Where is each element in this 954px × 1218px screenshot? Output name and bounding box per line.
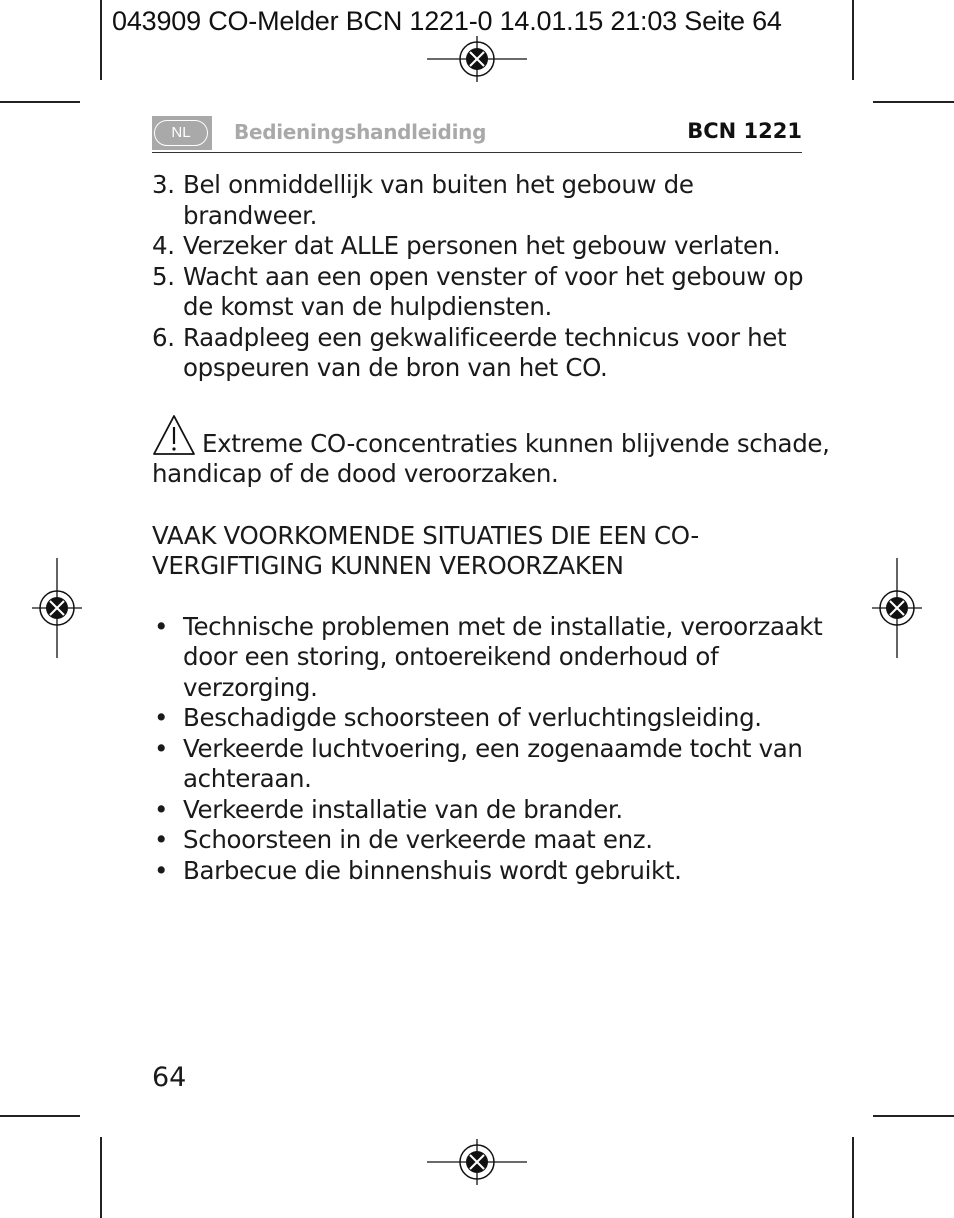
page-header xyxy=(152,114,802,153)
document-title: Bedieningshandleiding xyxy=(234,120,487,144)
bullet-glyph: • xyxy=(154,733,169,763)
crop-mark-top-right-v xyxy=(852,0,854,80)
registration-mark-bottom-icon xyxy=(427,1139,527,1185)
list-item xyxy=(152,856,832,887)
crop-mark-bottom-right-v xyxy=(852,1137,854,1218)
bullet-glyph: • xyxy=(154,855,169,885)
bullet-glyph: • xyxy=(154,611,169,641)
crop-mark-bottom-left-h xyxy=(0,1115,80,1117)
crop-mark-top-right-h xyxy=(873,101,954,103)
crop-mark-bottom-right-h xyxy=(873,1115,954,1117)
step-text: Bel onmiddellijk van buiten het gebouw de brandweer. xyxy=(183,170,694,230)
list-item-text: Schoorsteen in de verkeerde maat enz. xyxy=(183,825,653,854)
language-code: NL xyxy=(154,120,208,146)
list-item-text: Verkeerde installatie van de brander. xyxy=(183,794,623,824)
crop-mark-bottom-left-v xyxy=(100,1137,102,1218)
list-item xyxy=(152,612,832,704)
section-heading: VAAK VOORKOMENDE SITUATIES DIE EEN CO-VERGIFTIGING KUNNEN VEROORZAKEN xyxy=(152,520,699,580)
list-item-text: Technische problemen met de installatie, veroorzaakt door een storing, ontoereikend onderhoud of verzorging. xyxy=(183,611,823,702)
list-item xyxy=(152,795,832,826)
step-number: 5. xyxy=(152,261,175,291)
step-item xyxy=(152,262,832,323)
step-item xyxy=(152,231,832,262)
registration-mark-right-icon xyxy=(872,558,922,658)
step-text: Raadpleeg een gekwalificeerde technicus voor het opspeuren van de bron van het CO. xyxy=(183,322,787,382)
warning-note xyxy=(152,414,832,490)
step-number: 4. xyxy=(152,231,175,260)
bullet-glyph: • xyxy=(154,825,169,854)
step-number: 6. xyxy=(152,322,175,352)
page-content xyxy=(152,170,832,886)
bullet-glyph: • xyxy=(154,703,169,732)
language-badge xyxy=(152,116,212,150)
numbered-steps xyxy=(152,170,832,384)
print-slug: 043909 CO-Melder BCN 1221-0 14.01.15 21:03 Seite 64 xyxy=(112,6,782,36)
page-number: 64 xyxy=(152,1062,187,1093)
step-text: Verzeker dat ALLE personen het gebouw verlaten. xyxy=(183,231,781,260)
list-item xyxy=(152,825,832,856)
registration-mark-top-icon xyxy=(427,36,527,82)
step-item xyxy=(152,323,832,384)
list-item-text: Barbecue die binnenshuis wordt gebruikt. xyxy=(183,855,682,885)
bullet-list xyxy=(152,612,832,887)
step-item xyxy=(152,170,832,231)
step-text: Wacht aan een open venster of voor het gebouw op de komst van de hulpdiensten. xyxy=(183,261,804,321)
bullet-glyph: • xyxy=(154,794,169,824)
model-number: BCN 1221 xyxy=(687,119,802,143)
list-item xyxy=(152,703,832,734)
registration-mark-left-icon xyxy=(32,558,82,658)
list-item-text: Verkeerde luchtvoering, een zogenaamde tocht van achteraan. xyxy=(183,733,803,793)
warning-text: Extreme CO-concentraties kunnen blijvende schade, handicap of de dood veroorzaken. xyxy=(152,428,830,488)
crop-mark-top-left-h xyxy=(0,101,80,103)
list-item xyxy=(152,734,832,795)
warning-triangle-icon xyxy=(152,414,196,456)
crop-mark-top-left-v xyxy=(100,0,102,80)
step-number: 3. xyxy=(152,170,175,199)
list-item-text: Beschadigde schoorsteen of verluchtingsleiding. xyxy=(183,703,762,732)
